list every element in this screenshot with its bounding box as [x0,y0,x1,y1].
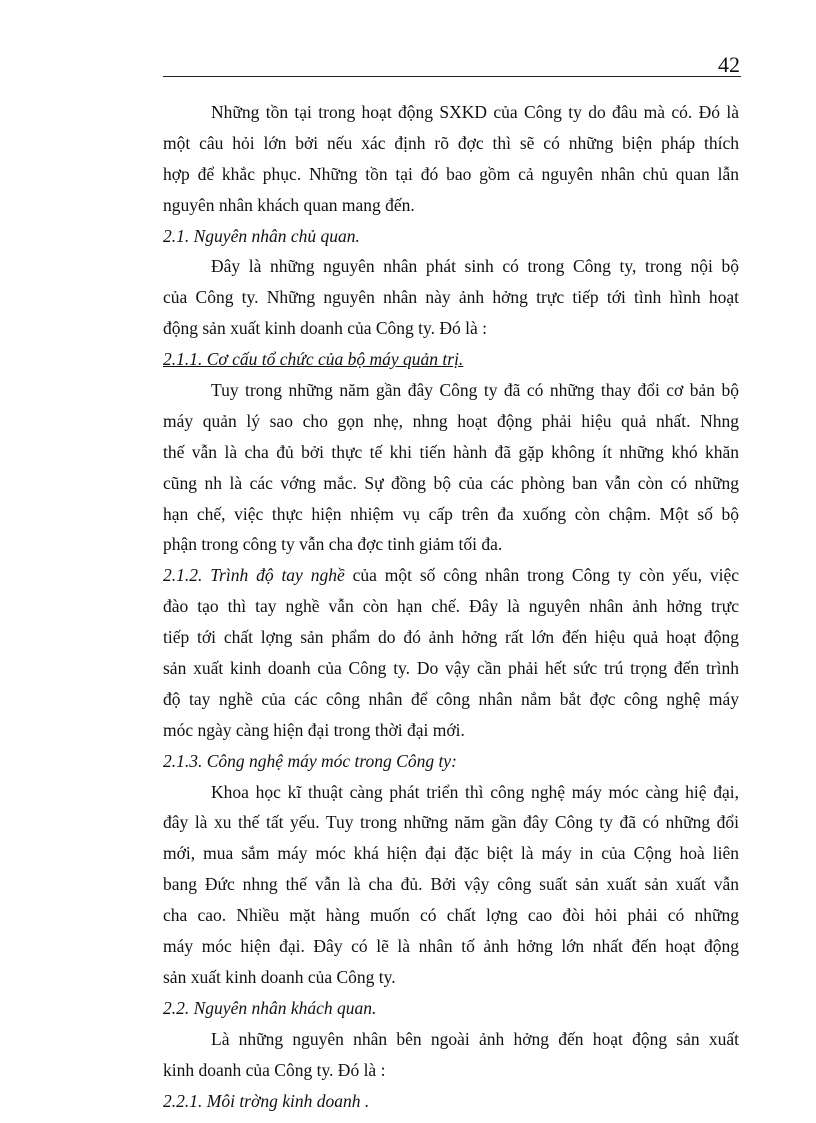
section-heading: 2.1.3. Công nghệ máy móc trong Công ty: [163,750,457,771]
text-line: sản xuất kinh doanh của Công ty. [163,966,396,987]
text-line: thế vẫn là cha đủ bởi thực tế khi tiến hành đã gặp không ít những khó khăn [163,441,739,462]
section-heading: 2.1.1. Cơ cấu tổ chức của bộ máy quản trị. [163,349,464,370]
document-body [163,97,739,1116]
text-line: nguyên nhân khách quan mang đến. [163,194,415,215]
text-line: sản xuất kinh doanh của Công ty. Do vậy cần phải hết sức trú trọng đến trình [163,658,739,679]
text-line: kinh doanh của Công ty. Đó là : [163,1059,386,1080]
text-line: Tuy trong những năm gần đây Công ty đã có những thay đổi cơ bản bộ [211,380,739,401]
text-line: mới, mua sắm máy móc khá hiện đại đặc biệt là máy in của Cộng hoà liên [163,843,739,864]
section-heading: 2.2.1. Môi trờng kinh doanh . [163,1090,370,1111]
text-line: phận trong công ty vẫn cha đợc tinh giảm tối đa. [163,534,503,555]
text-line: máy móc hiện đại. Đây có lẽ là nhân tố ảnh hởng lớn nhất đến hoạt động [163,936,739,957]
text-line: của Công ty. Những nguyên nhân này ảnh hởng trực tiếp tới tình hình hoạt [163,287,739,308]
text-line: một câu hỏi lớn bởi nếu xác định rõ đợc thì sẽ có những biện pháp thích [163,132,739,153]
text-line: máy quản lý sao cho gọn nhẹ, nhng hoạt động phải hiệu quả nhất. Nhng [163,410,739,431]
text-line: đây là xu thế tất yếu. Tuy trong những năm gần đây Công ty đã có những đổi [163,812,739,833]
text-line: hạn chế, việc thực hiện nhiệm vụ cấp trên đa xuống còn chậm. Một số bộ [163,503,739,524]
inline-text: của một số công nhân trong Công ty còn yếu, việc [344,565,739,586]
text-line: đào tạo thì tay nghề vẫn còn hạn chế. Đây là nguyên nhân ảnh hởng trực [163,596,739,617]
text-line: Đây là những nguyên nhân phát sinh có trong Công ty, trong nội bộ [211,256,739,277]
section-heading: 2.2. Nguyên nhân khách quan. [163,997,377,1018]
text-line: độ tay nghề của các công nhân để công nhân nắm bắt đợc công nghệ máy [163,688,739,709]
text-line: Là những nguyên nhân bên ngoài ảnh hởng đến hoạt động sản xuất [211,1028,739,1049]
text-line: Những tồn tại trong hoạt động SXKD của Công ty do đâu mà có. Đó là [211,102,739,122]
text-line: bang Đức nhng thế vẫn là cha đủ. Bởi vậy công suất sản xuất sản xuất vẫn [163,874,739,895]
text-line: tiếp tới chất lợng sản phẩm do đó ảnh hởng rất lớn đến hiệu quả hoạt động [163,627,739,648]
text-line: cũng nh là các vớng mắc. Sự đồng bộ của các phòng ban vẫn còn có những [163,472,739,493]
text-line: động sản xuất kinh doanh của Công ty. Đó là : [163,318,488,339]
text-line-with-heading [163,560,739,591]
header-rule [163,76,741,77]
text-line: Khoa học kĩ thuật càng phát triển thì công nghệ máy móc càng hiệ đại, [211,781,739,802]
text-line: cha cao. Nhiều mặt hàng muốn có chất lợng cao đòi hỏi phải có những [163,905,739,926]
section-heading: 2.1. Nguyên nhân chủ quan. [163,225,360,246]
page-number: 42 [718,52,740,77]
inline-heading: 2.1.2. Trình độ tay nghề [163,565,345,586]
text-line: móc ngày càng hiện đại trong thời đại mới. [163,719,465,740]
text-line: hợp để khắc phục. Những tồn tại đó bao gồm cả nguyên nhân chủ quan lẫn [163,163,739,184]
